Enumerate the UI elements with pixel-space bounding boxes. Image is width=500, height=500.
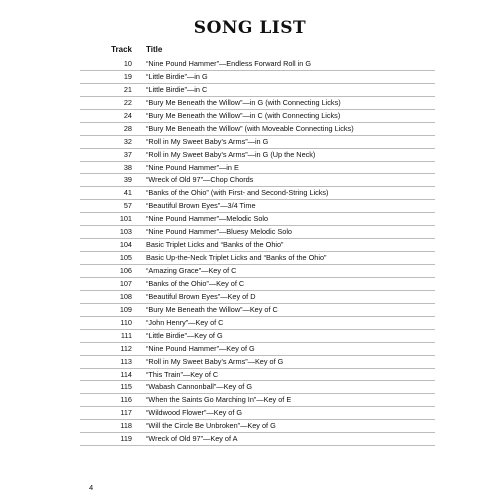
song-title: Basic Triplet Licks and “Banks of the Ohio” xyxy=(146,240,284,250)
table-row xyxy=(80,252,435,265)
table-row xyxy=(80,420,435,433)
track-number: 38 xyxy=(123,162,132,172)
table-row xyxy=(80,136,435,149)
table-row xyxy=(80,187,435,200)
track-number: 37 xyxy=(123,149,132,159)
table-row xyxy=(80,356,435,369)
song-title: “Roll in My Sweet Baby’s Arms”—Key of G xyxy=(146,356,284,366)
table-row xyxy=(80,123,435,136)
track-number: 110 xyxy=(120,317,132,327)
table-row xyxy=(80,58,435,71)
song-title: “Beautiful Brown Eyes”—3/4 Time xyxy=(146,201,256,211)
song-title: “Banks of the Ohio”—Key of C xyxy=(146,278,245,288)
table-row xyxy=(80,330,435,343)
song-title: “Little Birdie”—in G xyxy=(146,71,208,81)
song-title: “Wabash Cannonball”—Key of G xyxy=(146,382,252,392)
song-title: “Little Birdie”—in C xyxy=(146,84,208,94)
track-number: 106 xyxy=(119,266,132,275)
song-title: “Banks of the Ohio” (with First- and Second-String Licks) xyxy=(146,188,329,198)
table-row xyxy=(80,394,435,407)
song-title: “Beautiful Brown Eyes”—Key of D xyxy=(146,291,256,301)
song-title: “Wildwood Flower”—Key of G xyxy=(146,408,243,418)
track-number: 108 xyxy=(119,291,132,301)
track-number: 57 xyxy=(123,201,132,211)
table-row xyxy=(80,200,435,213)
track-number: 109 xyxy=(119,304,132,314)
track-number: 103 xyxy=(119,227,132,237)
track-column-header: Track xyxy=(111,45,132,54)
track-number: 104 xyxy=(119,240,132,250)
table-row xyxy=(80,433,435,446)
table-row xyxy=(80,174,435,187)
track-number: 118 xyxy=(120,421,132,431)
page-title: SONG LIST xyxy=(193,18,307,38)
table-row xyxy=(80,304,435,317)
track-number: 24 xyxy=(123,110,132,120)
title-column-header: Title xyxy=(146,45,163,54)
song-title: “Nine Pound Hammer”—in E xyxy=(146,162,239,172)
song-title: Basic Up-the-Neck Triplet Licks and “Banks of the Ohio” xyxy=(146,253,327,263)
song-title: “Roll in My Sweet Baby’s Arms”—in G xyxy=(146,136,269,146)
table-row xyxy=(80,97,435,110)
song-title: “Bury Me Beneath the Willow” (with Moveable Connecting Licks) xyxy=(146,123,354,133)
track-number: 22 xyxy=(123,97,132,107)
table-row xyxy=(80,343,435,356)
track-number: 21 xyxy=(123,84,132,94)
song-title: “Wreck of Old 97”—Key of A xyxy=(146,434,238,444)
track-number: 105 xyxy=(119,253,132,263)
track-number: 39 xyxy=(123,175,132,185)
song-title: “Amazing Grace”—Key of C xyxy=(146,266,237,275)
table-row xyxy=(80,369,435,382)
table-row xyxy=(80,213,435,226)
table-row xyxy=(80,291,435,304)
track-number: 107 xyxy=(119,278,132,288)
table-row xyxy=(80,407,435,420)
track-number: 119 xyxy=(120,434,132,444)
track-number: 115 xyxy=(120,382,132,392)
song-title: “Bury Me Beneath the Willow”—in C (with Connecting Licks) xyxy=(146,110,341,120)
page-number: 4 xyxy=(89,483,94,492)
track-number: 101 xyxy=(119,214,132,224)
song-title: “Nine Pound Hammer”—Key of G xyxy=(146,343,255,353)
track-number: 117 xyxy=(120,408,132,418)
track-number: 41 xyxy=(123,188,132,198)
song-title: “John Henry”—Key of C xyxy=(146,317,224,327)
track-number: 116 xyxy=(120,395,132,405)
table-row xyxy=(80,381,435,394)
table-row xyxy=(80,110,435,123)
table-row xyxy=(80,317,435,330)
table-row xyxy=(80,278,435,291)
song-title: “When the Saints Go Marching In”—Key of E xyxy=(146,395,292,405)
track-number: 111 xyxy=(120,330,132,340)
song-title: “Bury Me Beneath the Willow”—Key of C xyxy=(146,304,278,314)
table-row xyxy=(80,265,435,278)
song-title: “Bury Me Beneath the Willow”—in G (with Connecting Licks) xyxy=(146,97,341,107)
track-number: 114 xyxy=(120,369,132,379)
song-title: “Wreck of Old 97”—Chop Chords xyxy=(146,175,254,185)
song-title: “Nine Pound Hammer”—Endless Forward Roll in G xyxy=(146,59,312,68)
track-number: 28 xyxy=(123,123,132,133)
track-number: 32 xyxy=(123,136,132,146)
table-row xyxy=(80,84,435,97)
song-title: “This Train”—Key of C xyxy=(146,369,219,379)
track-number: 10 xyxy=(123,59,132,68)
track-number: 112 xyxy=(120,343,132,353)
table-row xyxy=(80,226,435,239)
song-title: “Will the Circle Be Unbroken”—Key of G xyxy=(146,421,276,431)
song-list-table xyxy=(0,58,500,446)
song-title: “Little Birdie”—Key of G xyxy=(146,330,223,340)
table-row xyxy=(80,71,435,84)
track-number: 113 xyxy=(120,356,132,366)
song-title: “Nine Pound Hammer”—Bluesy Melodic Solo xyxy=(146,227,292,237)
track-number: 19 xyxy=(123,71,132,81)
table-row xyxy=(80,239,435,252)
table-row xyxy=(80,162,435,175)
song-title: “Nine Pound Hammer”—Melodic Solo xyxy=(146,214,269,224)
table-row xyxy=(80,149,435,162)
song-title: “Roll in My Sweet Baby’s Arms”—in G (Up the Neck) xyxy=(146,149,316,159)
